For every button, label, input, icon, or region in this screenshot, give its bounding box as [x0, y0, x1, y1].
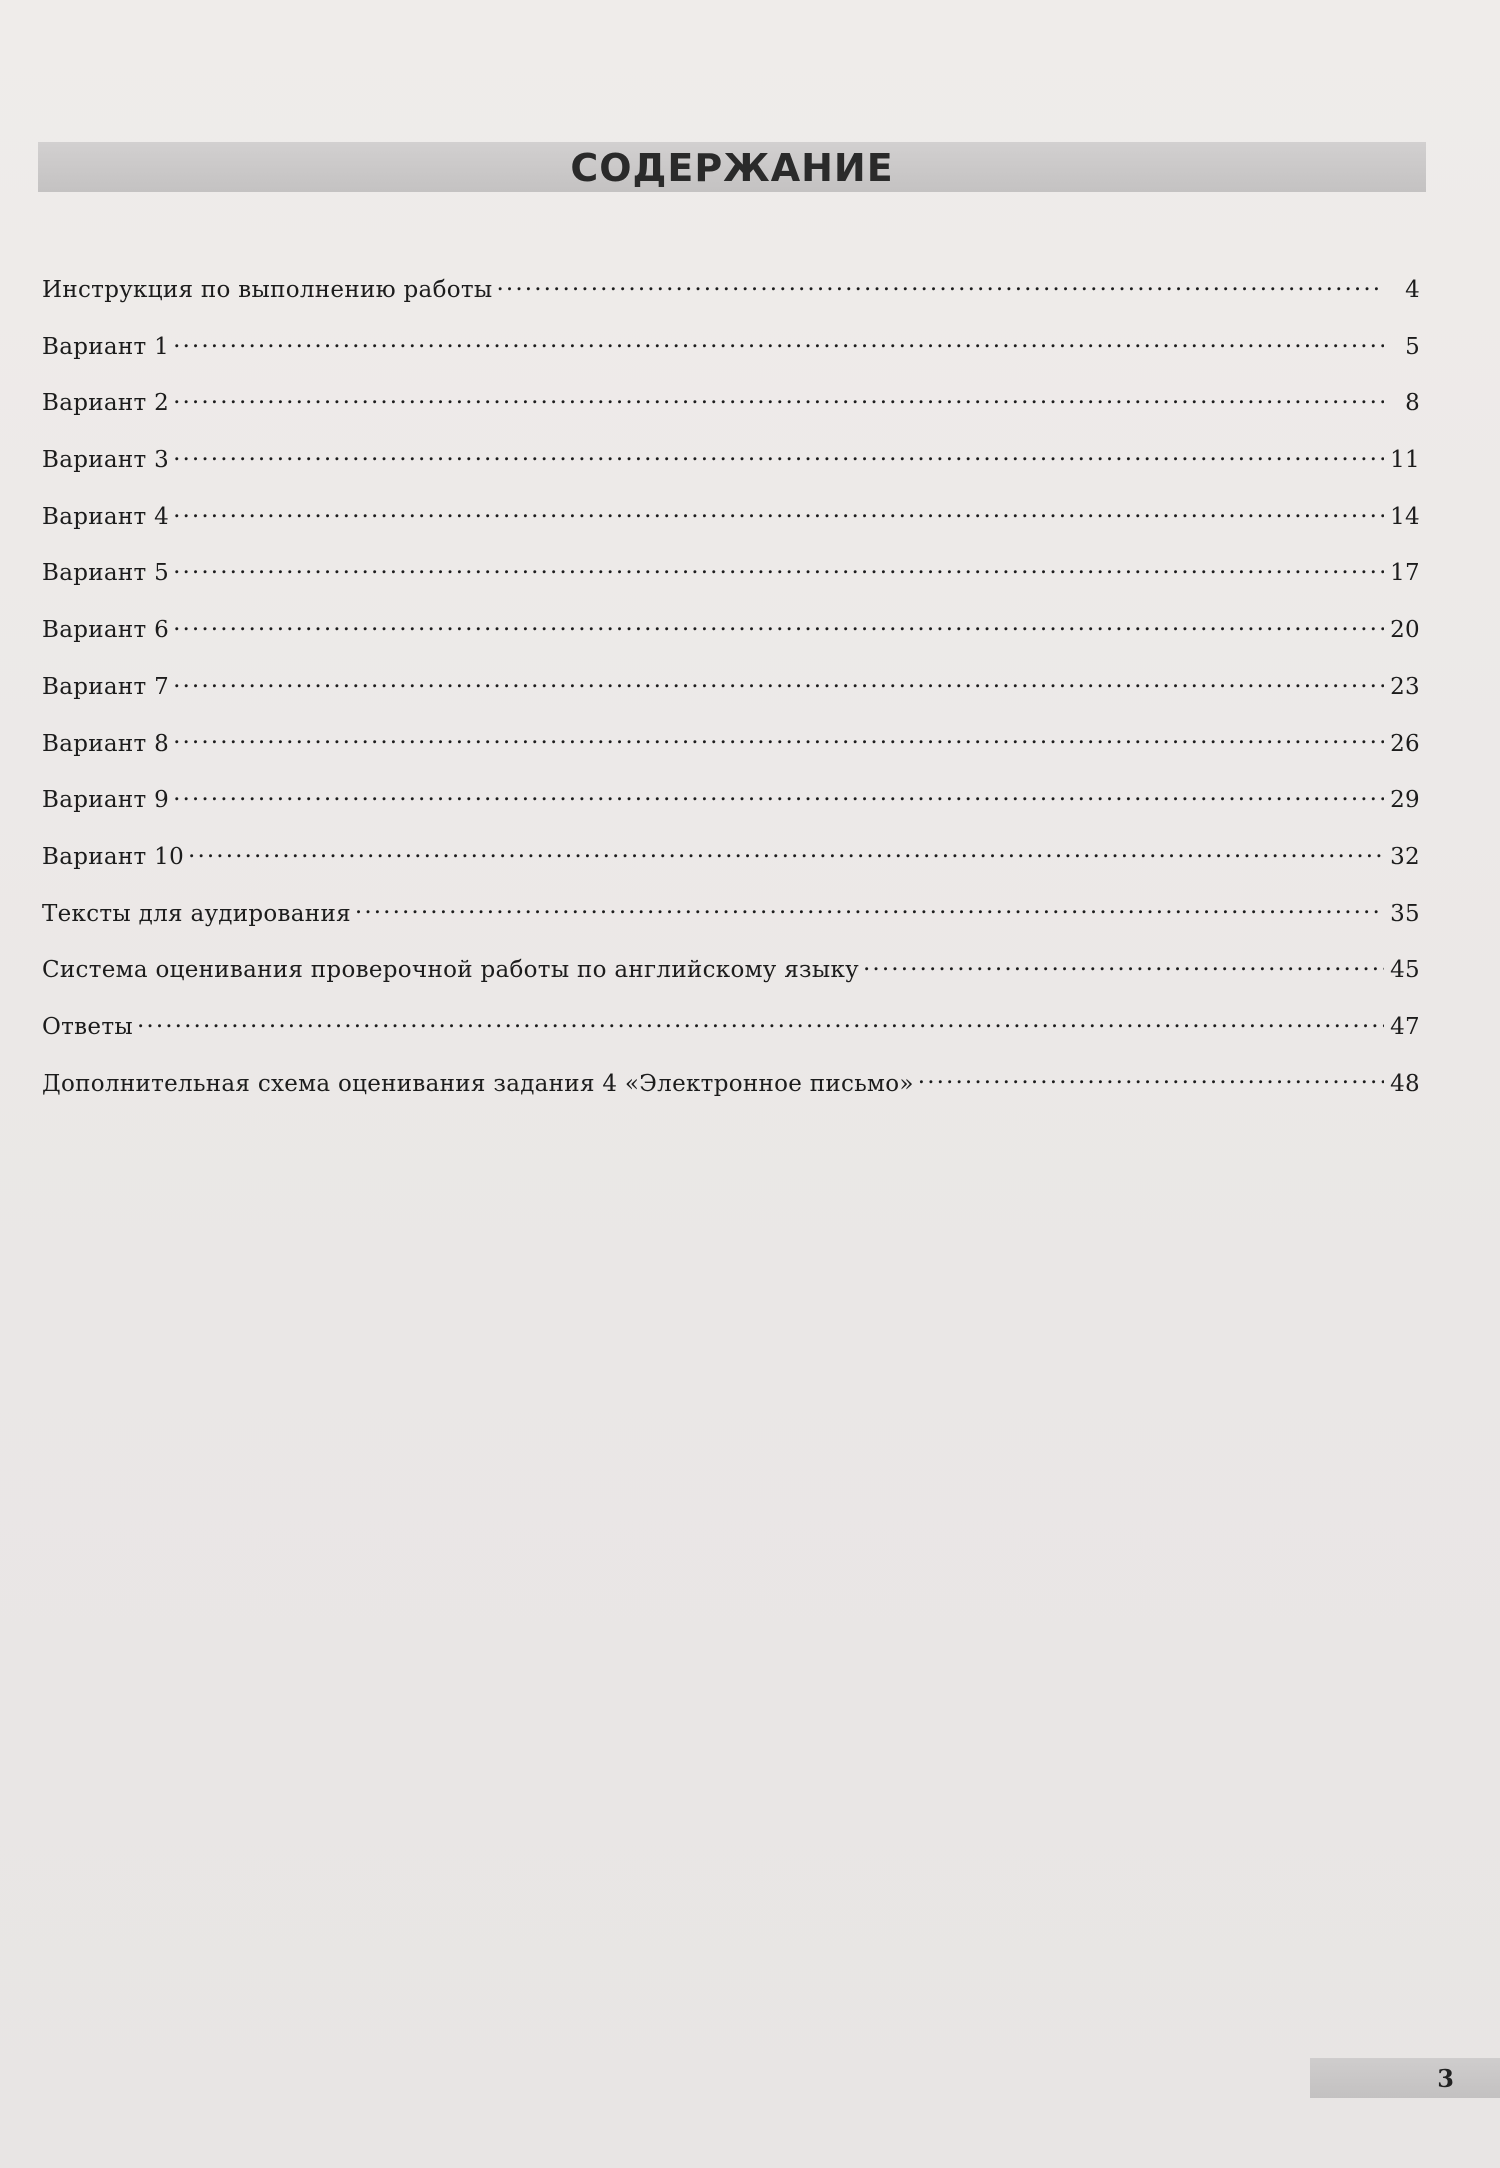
table-of-contents	[42, 274, 1420, 1124]
toc-leader-dots	[355, 898, 1384, 921]
toc-entry[interactable]	[42, 501, 1420, 558]
toc-entry-label: Вариант 10	[42, 843, 185, 870]
toc-entry[interactable]	[42, 954, 1420, 1011]
toc-entry-page: 47	[1390, 1013, 1420, 1040]
toc-entry-page: 45	[1390, 957, 1420, 984]
toc-entry-page: 20	[1390, 617, 1420, 644]
toc-entry-page: 8	[1405, 390, 1420, 417]
toc-entry-label: Дополнительная схема оценивания задания 4 «Электронное письмо»	[42, 1070, 914, 1097]
toc-leader-dots	[918, 1068, 1384, 1091]
toc-entry-label: Вариант 4	[42, 503, 170, 530]
toc-entry-label: Тексты для аудирования	[42, 900, 351, 927]
toc-leader-dots	[497, 274, 1385, 297]
toc-entry-page: 23	[1390, 673, 1420, 700]
toc-leader-dots	[173, 671, 1384, 694]
page-number-bar	[1310, 2058, 1500, 2098]
toc-entry-page: 11	[1390, 447, 1420, 474]
toc-entry-label: Инструкция по выполнению работы	[42, 277, 493, 303]
toc-leader-dots	[137, 1011, 1384, 1034]
toc-entry[interactable]	[42, 841, 1420, 898]
toc-entry-label: Вариант 3	[42, 447, 170, 474]
toc-leader-dots	[173, 728, 1384, 751]
toc-entry-page: 35	[1390, 900, 1420, 927]
page-number: 3	[1437, 2064, 1454, 2093]
toc-entry-page: 17	[1390, 560, 1420, 587]
toc-entry[interactable]	[42, 614, 1420, 671]
page-title: СОДЕРЖАНИЕ	[570, 146, 894, 190]
toc-entry-page: 5	[1405, 333, 1420, 360]
toc-entry[interactable]	[42, 557, 1420, 614]
toc-entry[interactable]	[42, 387, 1420, 444]
toc-entry-label: Вариант 9	[42, 787, 170, 814]
toc-entry-page: 29	[1390, 787, 1420, 814]
toc-entry[interactable]	[42, 671, 1420, 728]
toc-entry[interactable]	[42, 331, 1420, 388]
toc-leader-dots	[173, 501, 1384, 524]
toc-leader-dots	[173, 557, 1384, 580]
toc-entry-label: Вариант 5	[42, 560, 170, 587]
toc-entry[interactable]	[42, 1011, 1420, 1068]
toc-entry-page: 32	[1390, 843, 1420, 870]
toc-leader-dots	[173, 387, 1384, 410]
toc-leader-dots	[863, 954, 1384, 977]
toc-entry[interactable]	[42, 274, 1420, 331]
toc-entry-page: 4	[1405, 277, 1420, 303]
toc-leader-dots	[173, 444, 1384, 467]
toc-entry-label: Система оценивания проверочной работы по английскому языку	[42, 957, 859, 984]
toc-entry[interactable]	[42, 784, 1420, 841]
toc-entry-label: Вариант 1	[42, 333, 170, 360]
toc-entry-label: Ответы	[42, 1013, 133, 1040]
toc-entry-page: 48	[1390, 1070, 1420, 1097]
toc-entry[interactable]	[42, 444, 1420, 501]
toc-entry-label: Вариант 7	[42, 673, 170, 700]
toc-entry[interactable]	[42, 898, 1420, 955]
toc-entry-page: 14	[1390, 503, 1420, 530]
toc-entry-label: Вариант 2	[42, 390, 170, 417]
toc-leader-dots	[173, 614, 1384, 637]
toc-leader-dots	[173, 784, 1384, 807]
toc-leader-dots	[173, 331, 1384, 354]
toc-leader-dots	[188, 841, 1384, 864]
toc-entry-label: Вариант 8	[42, 730, 170, 757]
toc-entry-label: Вариант 6	[42, 617, 170, 644]
toc-entry[interactable]	[42, 1068, 1420, 1125]
toc-entry[interactable]	[42, 728, 1420, 785]
title-bar	[38, 142, 1426, 192]
toc-entry-page: 26	[1390, 730, 1420, 757]
